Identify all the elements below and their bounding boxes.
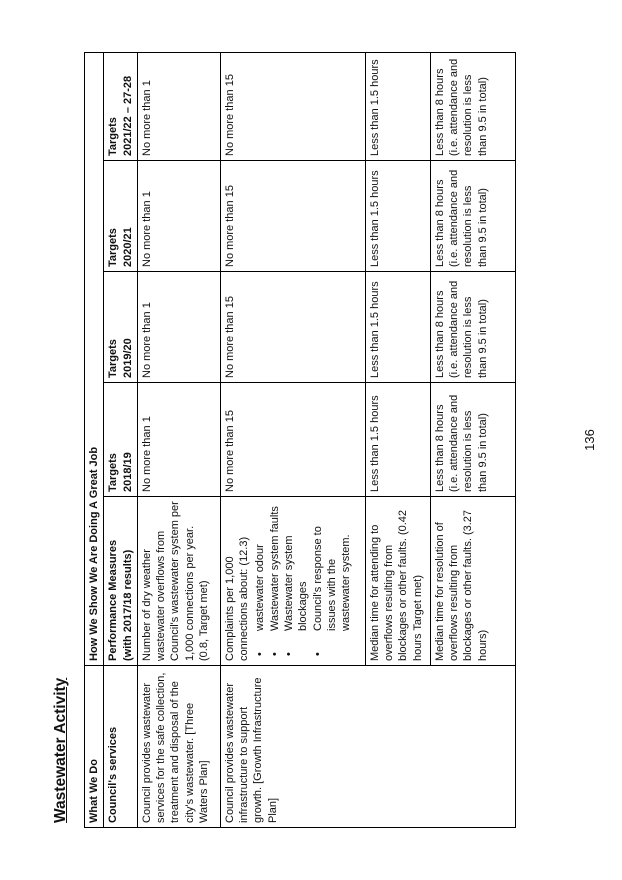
header-measures bbox=[104, 497, 138, 666]
header-target-2 bbox=[104, 272, 138, 383]
header-target-year: 2020/21 bbox=[121, 227, 134, 267]
measure-cell: Number of dry weather wastewater overflows from Council's wastewater system per 1,000 connections per year. (0.8, Target met) bbox=[137, 497, 220, 666]
header-measures-line1: Performance Measures bbox=[107, 539, 120, 661]
target-cell: Less than 8 hours (i.e. attendance and resolution is less than 9.5 in total) bbox=[430, 383, 515, 497]
list-item: • Wastewater system blockages bbox=[282, 501, 311, 661]
service-cell: Council provides wastewater services for the safe collection, treatment and disposal of the city's wastewater. [Three Waters Plan] bbox=[137, 666, 220, 828]
target-cell: Less than 1.5 hours bbox=[365, 383, 430, 497]
header-target-4 bbox=[104, 53, 138, 161]
target-cell: No more than 15 bbox=[220, 161, 365, 272]
list-item: • Wastewater system faults bbox=[268, 501, 282, 661]
header-target-label: Targets bbox=[107, 339, 120, 378]
header-row-columns bbox=[104, 53, 138, 828]
complaint-list bbox=[253, 501, 353, 661]
header-target-3 bbox=[104, 161, 138, 272]
header-measures-line2: (with 2017/18 results) bbox=[121, 549, 134, 661]
page-title: Wastewater Activity bbox=[52, 677, 69, 823]
target-cell: No more than 15 bbox=[220, 272, 365, 383]
target-cell: No more than 15 bbox=[220, 53, 365, 161]
measure-cell bbox=[220, 497, 365, 666]
measure-cell: Median time for attending to overflows resulting from blockages or other faults. (0.42 hours Target met) bbox=[365, 497, 430, 666]
header-target-year: 2021/22 – 27-28 bbox=[121, 75, 134, 156]
list-item: • wastewater odour bbox=[253, 501, 267, 661]
header-what-we-do: What We Do bbox=[85, 666, 104, 828]
target-cell: Less than 1.5 hours bbox=[365, 161, 430, 272]
target-cell: No more than 1 bbox=[137, 53, 220, 161]
table-row bbox=[220, 53, 365, 828]
target-cell: No more than 1 bbox=[137, 161, 220, 272]
service-cell: Council provides wastewater infrastructure to support growth. [Growth Infrastructure Plan] bbox=[220, 666, 515, 828]
list-item: • Council's response to issues with the wastewater system. bbox=[311, 501, 354, 661]
target-cell: Less than 1.5 hours bbox=[365, 53, 430, 161]
target-cell: Less than 1.5 hours bbox=[365, 272, 430, 383]
page-number: 136 bbox=[582, 429, 597, 451]
header-how-we-show: How We Show We Are Doing A Great Job bbox=[85, 53, 104, 666]
header-target-label: Targets bbox=[107, 117, 120, 156]
header-target-label: Targets bbox=[107, 228, 120, 267]
header-row-top bbox=[85, 53, 104, 828]
measure-text: Complaints per 1,000 connections about: (12.3) bbox=[223, 536, 251, 661]
header-target-year: 2018/19 bbox=[121, 452, 134, 492]
header-target-1 bbox=[104, 383, 138, 497]
header-target-year: 2019/20 bbox=[121, 338, 134, 378]
target-cell: No more than 1 bbox=[137, 272, 220, 383]
header-services: Council's services bbox=[104, 666, 138, 828]
target-cell: Less than 8 hours (i.e. attendance and resolution is less than 9.5 in total) bbox=[430, 53, 515, 161]
header-target-label: Targets bbox=[107, 453, 120, 492]
target-cell: No more than 1 bbox=[137, 383, 220, 497]
measure-cell: Median time for resolution of overflows resulting from blockages or other faults. (3.27 hours) bbox=[430, 497, 515, 666]
target-cell: Less than 8 hours (i.e. attendance and resolution is less than 9.5 in total) bbox=[430, 161, 515, 272]
table-row bbox=[137, 53, 220, 828]
target-cell: No more than 15 bbox=[220, 383, 365, 497]
wastewater-table bbox=[84, 52, 516, 828]
target-cell: Less than 8 hours (i.e. attendance and resolution is less than 9.5 in total) bbox=[430, 272, 515, 383]
